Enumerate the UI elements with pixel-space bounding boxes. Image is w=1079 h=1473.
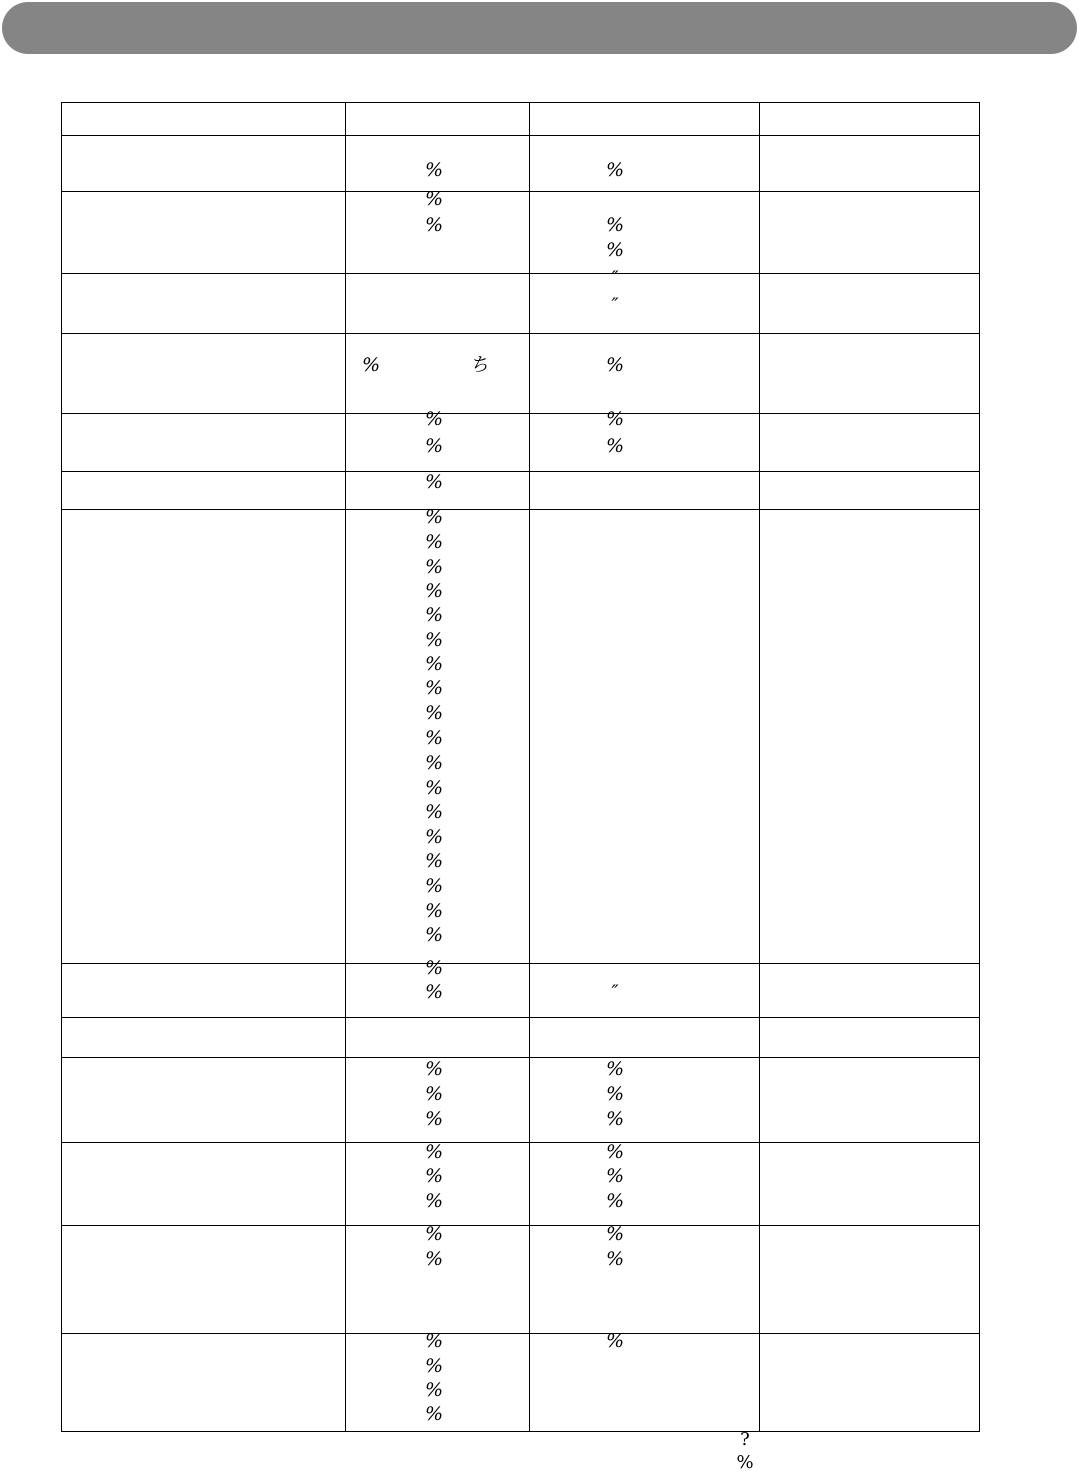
table-cell bbox=[346, 1143, 530, 1226]
table-row bbox=[62, 414, 980, 472]
percent-mark: % bbox=[424, 629, 444, 651]
percent-mark: % bbox=[605, 408, 625, 430]
table-row bbox=[62, 964, 980, 1018]
table-cell bbox=[760, 274, 980, 334]
header-bar bbox=[2, 2, 1077, 54]
table-cell bbox=[760, 472, 980, 510]
percent-mark: % bbox=[424, 471, 444, 493]
percent-mark: % bbox=[424, 1355, 444, 1377]
percent-mark: % bbox=[424, 957, 444, 979]
table-row bbox=[62, 1058, 980, 1143]
table-cell bbox=[62, 274, 346, 334]
table-row bbox=[62, 334, 980, 414]
table-cell bbox=[62, 103, 346, 136]
percent-mark: % bbox=[424, 506, 444, 528]
percent-mark: % bbox=[424, 900, 444, 922]
footnote-mark: ? bbox=[740, 1429, 750, 1450]
percent-mark: % bbox=[605, 1058, 625, 1080]
table-cell bbox=[760, 1018, 980, 1058]
table-row bbox=[62, 1018, 980, 1058]
percent-mark: % bbox=[424, 604, 444, 626]
table-cell bbox=[346, 472, 530, 510]
table-cell bbox=[530, 1330, 760, 1432]
percent-mark: % bbox=[424, 408, 444, 430]
table-cell bbox=[530, 1223, 760, 1334]
percent-mark: % bbox=[424, 924, 444, 946]
table-row bbox=[62, 136, 980, 192]
ditto-mark: ″ bbox=[611, 294, 619, 316]
table-cell bbox=[760, 414, 980, 472]
percent-mark: % bbox=[605, 1190, 625, 1212]
ditto-mark: ″ bbox=[611, 981, 619, 1003]
percent-mark: % bbox=[424, 1165, 444, 1187]
table-cell bbox=[530, 103, 760, 136]
table-cell bbox=[760, 964, 980, 1018]
table-cell bbox=[760, 1058, 980, 1143]
percent-mark: % bbox=[424, 580, 444, 602]
table-cell bbox=[530, 472, 760, 510]
table-cell bbox=[346, 274, 530, 334]
percent-mark: % bbox=[424, 850, 444, 872]
percent-mark: % bbox=[605, 1248, 625, 1270]
table-cell bbox=[530, 267, 760, 334]
percent-mark: % bbox=[605, 1141, 625, 1163]
table-row bbox=[62, 274, 980, 334]
table-cell bbox=[62, 1334, 346, 1432]
table-cell bbox=[530, 1018, 760, 1058]
table-cell bbox=[62, 1018, 346, 1058]
percent-mark: % bbox=[361, 354, 381, 376]
table-cell bbox=[346, 103, 530, 136]
percent-mark: % bbox=[424, 1141, 444, 1163]
percent-mark: % bbox=[424, 1083, 444, 1105]
percent-mark: % bbox=[424, 1190, 444, 1212]
table-cell bbox=[530, 964, 760, 1018]
table-cell bbox=[760, 1334, 980, 1432]
table-cell bbox=[62, 964, 346, 1018]
percent-mark: % bbox=[424, 727, 444, 749]
percent-mark: % bbox=[424, 1379, 444, 1401]
percent-mark: % bbox=[605, 435, 625, 457]
table-cell bbox=[760, 1143, 980, 1226]
percent-mark: % bbox=[424, 752, 444, 774]
table-cell bbox=[760, 1226, 980, 1334]
percent-mark: % bbox=[605, 1083, 625, 1105]
table-cell bbox=[530, 334, 760, 414]
ditto-mark: ″ bbox=[611, 267, 619, 289]
percent-mark: % bbox=[424, 653, 444, 675]
percent-mark: % bbox=[605, 239, 625, 261]
table-cell bbox=[760, 510, 980, 964]
table-cell bbox=[62, 1058, 346, 1143]
percent-mark: % bbox=[424, 777, 444, 799]
table-row bbox=[62, 472, 980, 510]
percent-mark: % bbox=[605, 159, 625, 181]
table-row bbox=[62, 103, 980, 136]
percent-mark: % bbox=[424, 214, 444, 236]
table-cell bbox=[346, 334, 530, 414]
percent-mark: % bbox=[424, 1058, 444, 1080]
table-cell bbox=[346, 506, 530, 964]
percent-mark: % bbox=[605, 354, 625, 376]
data-table bbox=[61, 102, 980, 1432]
percent-mark: % bbox=[424, 1223, 444, 1245]
character-mark: ち bbox=[469, 354, 489, 376]
table-cell bbox=[346, 188, 530, 274]
percent-mark: % bbox=[605, 1165, 625, 1187]
table-cell bbox=[760, 192, 980, 274]
table-cell bbox=[530, 192, 760, 274]
table-cell bbox=[760, 136, 980, 192]
percent-mark: % bbox=[605, 214, 625, 236]
percent-mark: % bbox=[424, 981, 444, 1003]
percent-mark: % bbox=[424, 1330, 444, 1352]
percent-mark: % bbox=[424, 826, 444, 848]
percent-mark: % bbox=[424, 801, 444, 823]
table-cell bbox=[62, 414, 346, 472]
table-cell bbox=[346, 957, 530, 1018]
table-row bbox=[62, 1226, 980, 1334]
percent-mark: % bbox=[424, 1248, 444, 1270]
percent-mark: % bbox=[424, 1108, 444, 1130]
percent-mark: % bbox=[424, 677, 444, 699]
table-row bbox=[62, 1143, 980, 1226]
table-cell bbox=[760, 103, 980, 136]
percent-mark: % bbox=[424, 702, 444, 724]
table-cell bbox=[346, 1223, 530, 1334]
percent-mark: % bbox=[605, 1330, 625, 1352]
table-row bbox=[62, 510, 980, 964]
percent-mark: % bbox=[424, 435, 444, 457]
table-cell bbox=[530, 1058, 760, 1143]
table-cell bbox=[530, 408, 760, 472]
table-row bbox=[62, 192, 980, 274]
percent-mark: % bbox=[605, 1223, 625, 1245]
table-cell bbox=[62, 510, 346, 964]
table-cell bbox=[62, 334, 346, 414]
table-cell bbox=[62, 472, 346, 510]
table-cell bbox=[346, 136, 530, 192]
table-cell bbox=[530, 510, 760, 964]
table-cell bbox=[62, 136, 346, 192]
table-cell bbox=[530, 1143, 760, 1226]
table-cell bbox=[62, 1143, 346, 1226]
table-row bbox=[62, 1334, 980, 1432]
table-cell bbox=[346, 408, 530, 472]
percent-mark: % bbox=[605, 1108, 625, 1130]
table-cell bbox=[62, 192, 346, 274]
table-cell bbox=[530, 136, 760, 192]
table-cell bbox=[62, 1226, 346, 1334]
table-cell bbox=[346, 1330, 530, 1432]
footnote-mark: % bbox=[736, 1452, 754, 1473]
table-cell bbox=[760, 334, 980, 414]
percent-mark: % bbox=[424, 531, 444, 553]
percent-mark: % bbox=[424, 1403, 444, 1425]
table-cell bbox=[346, 1058, 530, 1143]
percent-mark: % bbox=[424, 556, 444, 578]
percent-mark: % bbox=[424, 159, 444, 181]
percent-mark: % bbox=[424, 875, 444, 897]
table-cell bbox=[346, 1018, 530, 1058]
percent-mark: % bbox=[424, 188, 444, 210]
